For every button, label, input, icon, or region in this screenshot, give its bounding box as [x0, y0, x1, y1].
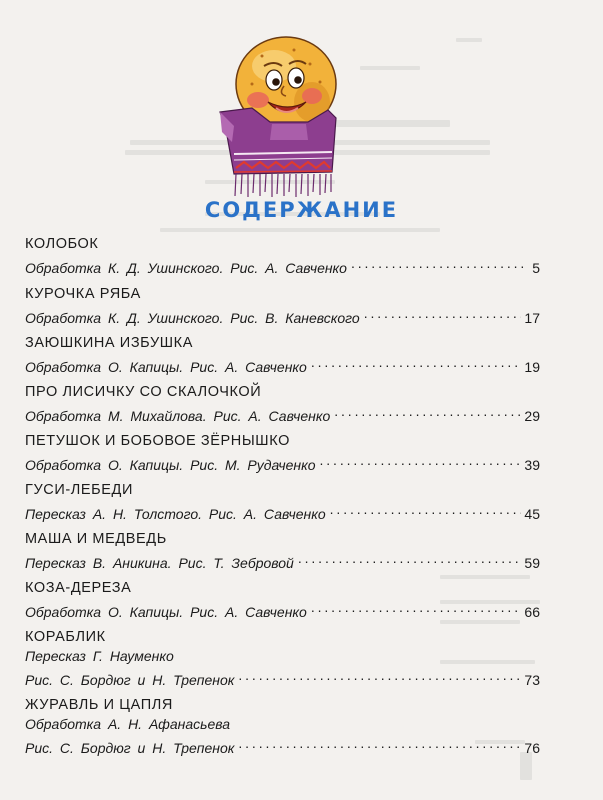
page-number: 73 [524, 672, 540, 688]
page-number: 17 [524, 310, 540, 326]
dot-leader [351, 254, 523, 273]
dot-leader [330, 500, 522, 519]
entry-title: КОРАБЛИК [25, 629, 106, 645]
dot-leader [311, 598, 522, 617]
dot-leader [238, 666, 521, 685]
toc-entry[interactable] [25, 334, 540, 375]
kolobok-illustration [212, 22, 352, 200]
page-number: 19 [524, 359, 540, 375]
dot-leader [238, 734, 521, 753]
entry-credit-line [25, 734, 540, 756]
entry-credit: Обработка О. Капицы. Рис. М. Рудаченко [25, 457, 316, 473]
entry-title: ЖУРАВЛЬ И ЦАПЛЯ [25, 697, 173, 713]
entry-credit-line [25, 715, 540, 734]
entry-title: КОЛОБОК [25, 236, 99, 252]
dot-leader [364, 304, 522, 323]
entry-title: КОЗА-ДЕРЕЗА [25, 580, 132, 596]
toc-entry[interactable] [25, 579, 540, 620]
dot-leader [319, 451, 521, 470]
page-number: 29 [524, 408, 540, 424]
toc-entry[interactable] [25, 628, 540, 688]
entry-credit: Рис. С. Бордюг и Н. Трепенок [25, 740, 235, 756]
entry-credit: Рис. С. Бордюг и Н. Трепенок [25, 672, 235, 688]
entry-credit-line [25, 353, 540, 375]
entry-credit-line [25, 304, 540, 326]
table-of-contents [25, 235, 540, 764]
entry-title: ГУСИ-ЛЕБЕДИ [25, 482, 134, 498]
dot-leader [334, 402, 521, 421]
entry-credit-line [25, 647, 540, 666]
page-number: 39 [524, 457, 540, 473]
page-number: 66 [524, 604, 540, 620]
entry-credit: Пересказ А. Н. Толстого. Рис. А. Савченко [25, 506, 326, 522]
dot-leader [298, 549, 522, 568]
entry-credit: Обработка О. Капицы. Рис. А. Савченко [25, 359, 307, 375]
entry-credit-line [25, 549, 540, 571]
entry-title: КУРОЧКА РЯБА [25, 286, 141, 302]
entry-credit-line [25, 451, 540, 473]
entry-title: ПРО ЛИСИЧКУ СО СКАЛОЧКОЙ [25, 384, 262, 400]
page-number: 76 [524, 740, 540, 756]
toc-entry[interactable] [25, 530, 540, 571]
toc-entry[interactable] [25, 235, 540, 276]
entry-credit: Пересказ В. Аникина. Рис. Т. Зебровой [25, 555, 294, 571]
page-title: СОДЕРЖАНИЕ [204, 198, 399, 222]
toc-entry[interactable] [25, 383, 540, 424]
entry-credit: Обработка О. Капицы. Рис. А. Савченко [25, 604, 307, 620]
toc-entry[interactable] [25, 285, 540, 326]
toc-entry[interactable] [25, 432, 540, 473]
kolobok-icon [212, 22, 352, 200]
toc-entry[interactable] [25, 696, 540, 756]
entry-title: МАША И МЕДВЕДЬ [25, 531, 167, 547]
entry-credit-line [25, 598, 540, 620]
page-number: 5 [532, 260, 540, 276]
entry-credit: Пересказ Г. Науменко [25, 648, 174, 664]
entry-title: ЗАЮШКИНА ИЗБУШКА [25, 335, 193, 351]
page-number: 45 [524, 506, 540, 522]
toc-entry[interactable] [25, 481, 540, 522]
entry-credit: Обработка К. Д. Ушинского. Рис. А. Савченко [25, 260, 347, 276]
entry-credit: Обработка А. Н. Афанасьева [25, 716, 231, 732]
entry-credit: Обработка К. Д. Ушинского. Рис. В. Каневского [25, 310, 360, 326]
dot-leader [311, 353, 522, 372]
entry-credit-line [25, 666, 540, 688]
entry-credit: Обработка М. Михайлова. Рис. А. Савченко [25, 408, 331, 424]
page-number: 59 [524, 555, 540, 571]
entry-credit-line [25, 254, 540, 276]
entry-credit-line [25, 402, 540, 424]
entry-credit-line [25, 500, 540, 522]
entry-title: ПЕТУШОК И БОБОВОЕ ЗЁРНЫШКО [25, 433, 290, 449]
